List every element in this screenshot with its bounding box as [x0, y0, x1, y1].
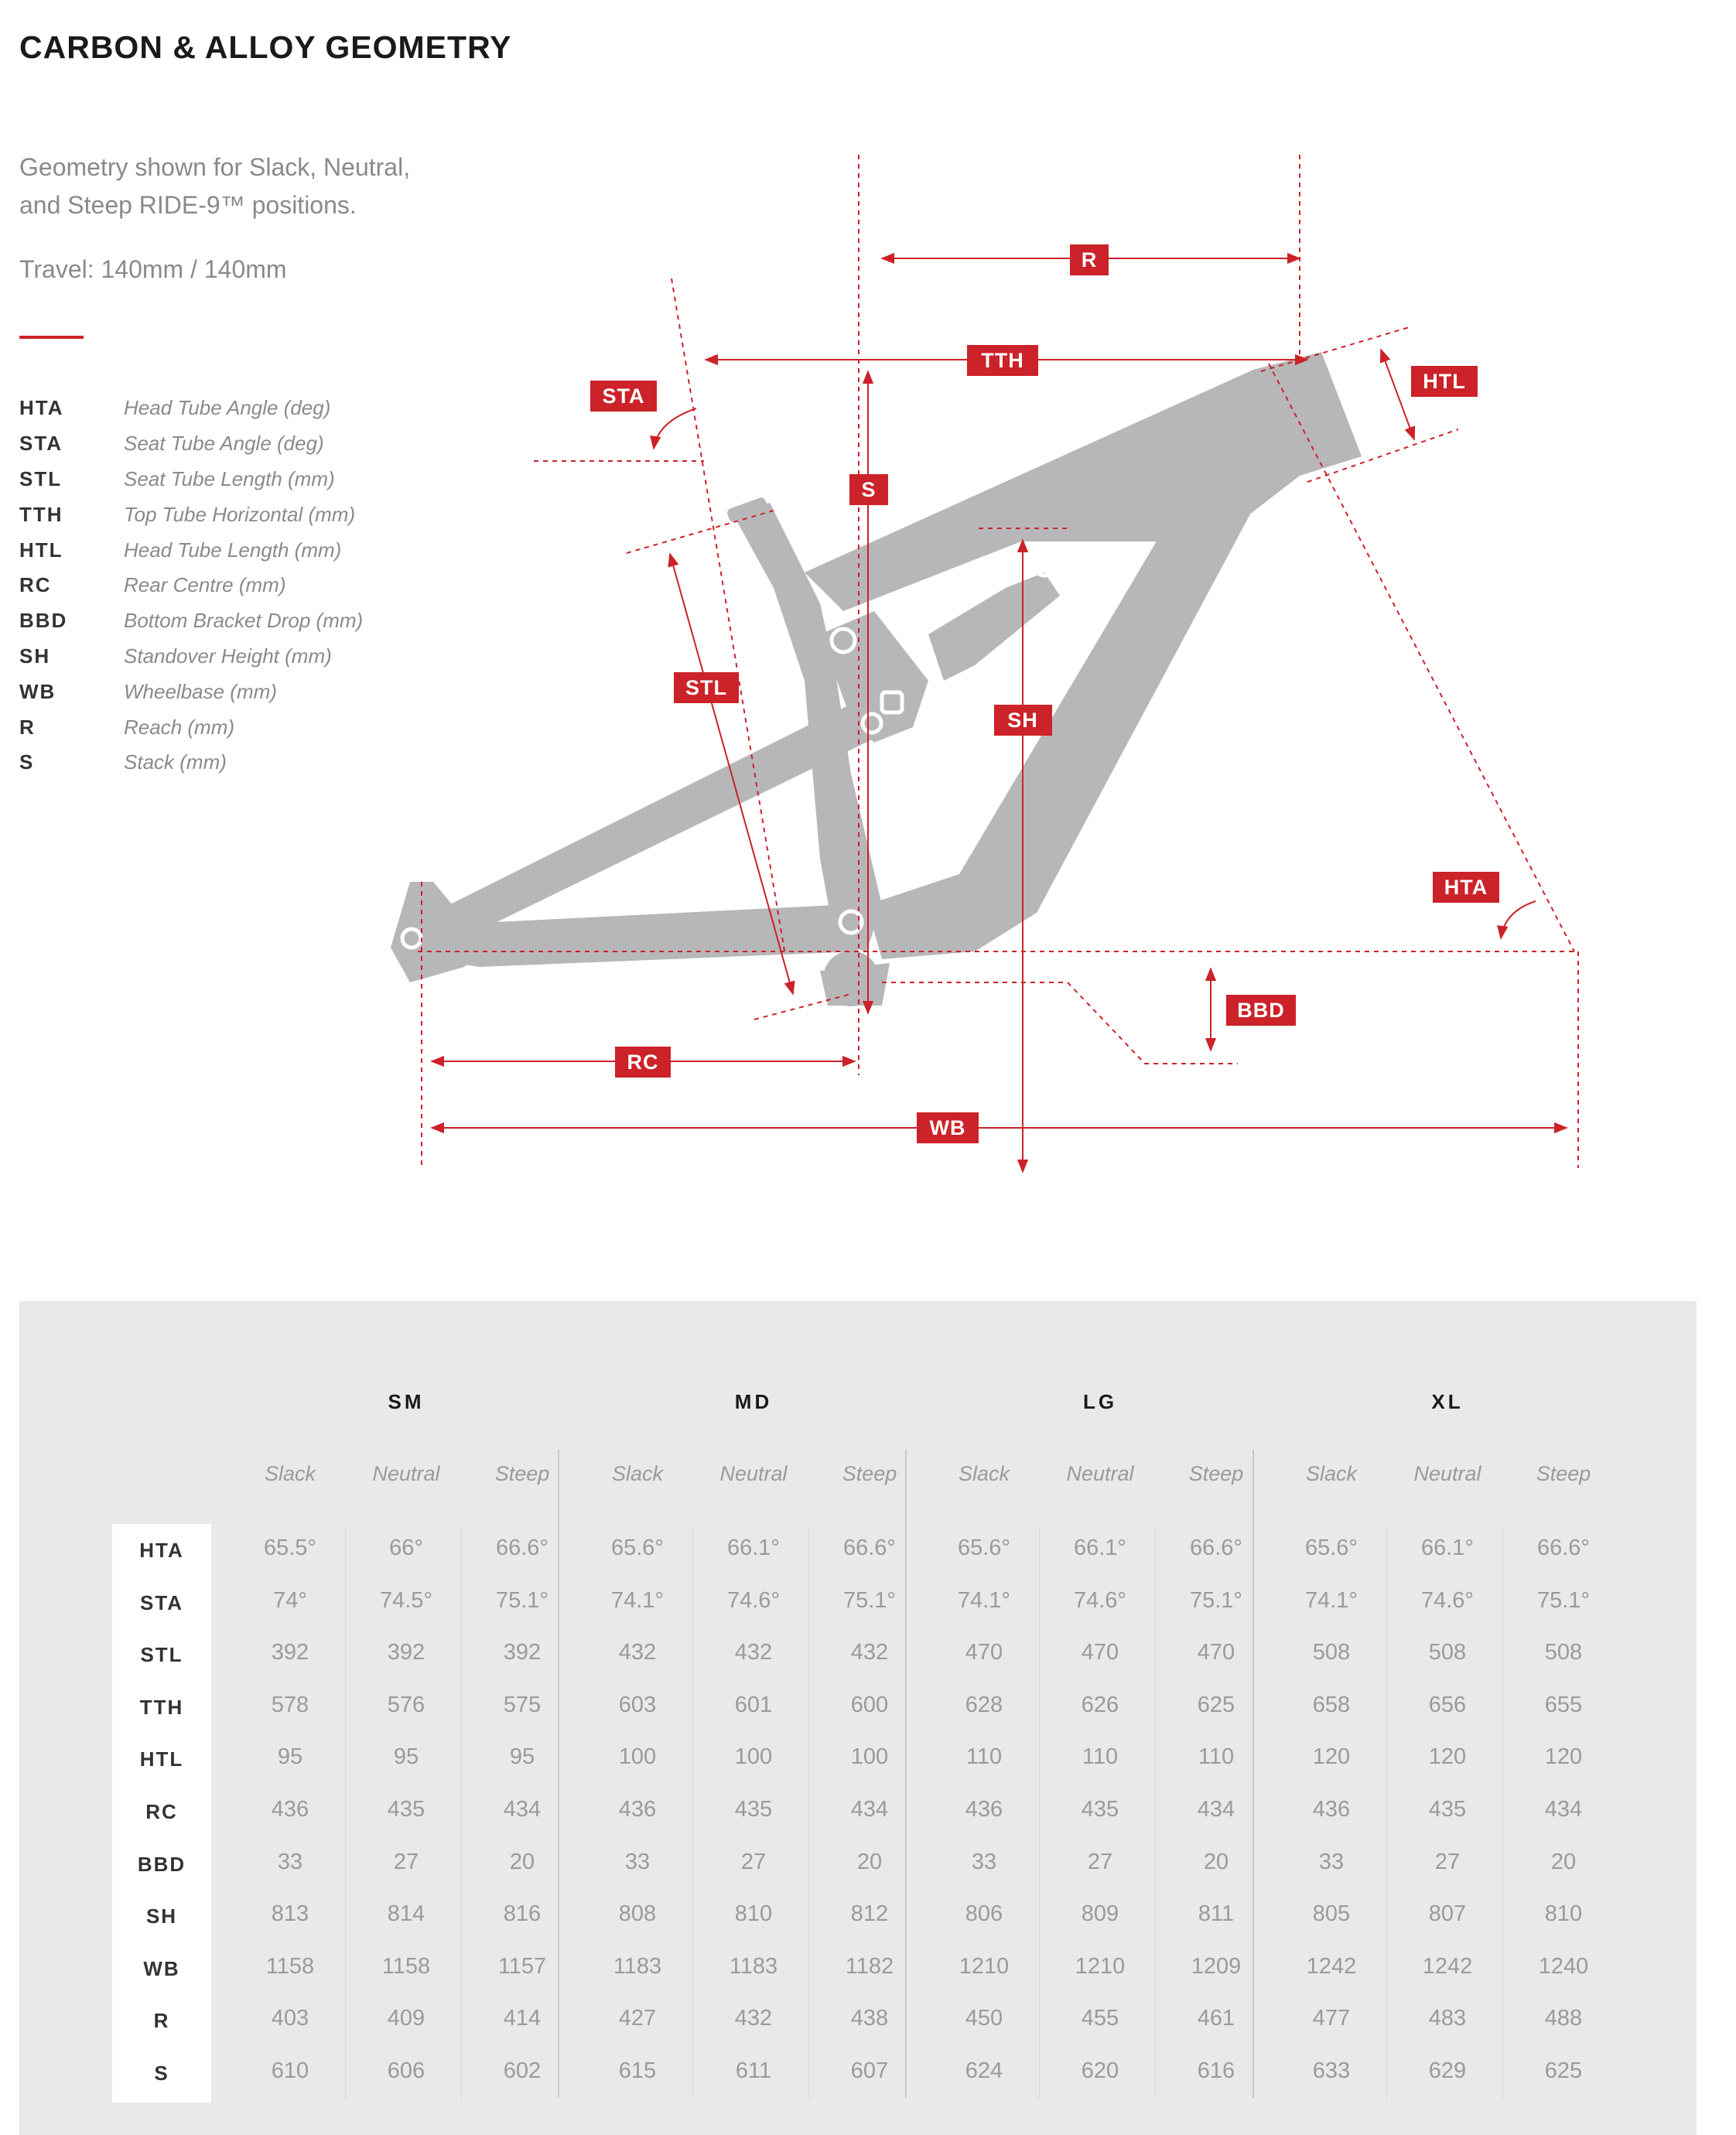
intro-line-2: and Steep RIDE-9™ positions. — [19, 191, 357, 219]
table-cell: 66.6° — [1189, 1535, 1243, 1560]
table-cell: 578 — [271, 1692, 309, 1717]
table-cell: 816 — [503, 1901, 542, 1927]
table-cell: 810 — [1544, 1901, 1583, 1927]
svg-text:BBD: BBD — [1237, 999, 1285, 1022]
table-cell: 74.1° — [957, 1587, 1011, 1613]
tag-sh — [994, 705, 1052, 736]
table-cell: 1183 — [729, 1953, 778, 1979]
table-cell: 75.1° — [1189, 1587, 1243, 1613]
table-cell: 33 — [971, 1849, 997, 1874]
legend-description: Top Tube Horizontal (mm) — [124, 502, 356, 526]
tag-bbd — [1226, 995, 1296, 1026]
table-cell: 436 — [271, 1797, 309, 1822]
table-cell: 616 — [1197, 2058, 1235, 2083]
table-cell: 656 — [1428, 1692, 1467, 1717]
legend-description: Reach (mm) — [124, 715, 235, 739]
table-cell: 633 — [1312, 2058, 1351, 2083]
legend-description: Seat Tube Length (mm) — [124, 466, 335, 490]
table-cell: 461 — [1197, 2006, 1235, 2031]
size-header-md: MD — [734, 1390, 773, 1413]
table-cell: 74.1° — [1304, 1587, 1358, 1613]
table-cell: 624 — [965, 2058, 1003, 2083]
table-cell: 470 — [965, 1640, 1003, 1665]
row-label-rc: RC — [145, 1800, 178, 1823]
position-header: Slack — [611, 1462, 664, 1485]
table-cell: 625 — [1197, 1692, 1235, 1717]
page-title: CARBON & ALLOY GEOMETRY — [19, 29, 512, 65]
position-header: Neutral — [1413, 1462, 1481, 1485]
table-cell: 576 — [387, 1692, 425, 1717]
row-label-hta: HTA — [139, 1539, 184, 1562]
tag-sta — [590, 381, 657, 412]
table-cell: 808 — [618, 1901, 657, 1927]
table-cell: 806 — [965, 1901, 1003, 1927]
table-cell: 575 — [503, 1692, 542, 1717]
table-cell: 607 — [850, 2058, 889, 2083]
position-header: Steep — [842, 1462, 897, 1485]
table-cell: 488 — [1544, 2006, 1583, 2031]
table-cell: 436 — [1312, 1797, 1351, 1822]
table-cell: 628 — [965, 1692, 1003, 1717]
table-cell: 602 — [503, 2058, 542, 2083]
table-cell: 100 — [850, 1744, 889, 1770]
table-cell: 615 — [618, 2058, 657, 2083]
position-header: Steep — [1188, 1462, 1244, 1485]
table-cell: 508 — [1428, 1640, 1467, 1665]
table-cell: 626 — [1081, 1692, 1119, 1717]
legend-abbr: S — [19, 750, 35, 774]
table-cell: 27 — [1434, 1849, 1461, 1874]
svg-text:STA: STA — [602, 384, 645, 408]
table-cell: 432 — [850, 1640, 889, 1665]
legend-abbr: R — [19, 715, 36, 739]
tag-hta — [1433, 872, 1499, 903]
reference-lines — [418, 155, 1578, 1168]
table-cell: 33 — [277, 1849, 303, 1874]
table-cell: 455 — [1081, 2006, 1119, 2031]
size-header-lg: LG — [1082, 1390, 1118, 1413]
table-cell: 65.6° — [610, 1535, 665, 1560]
table-cell: 74.5° — [379, 1587, 433, 1613]
table-cell: 110 — [1082, 1744, 1119, 1770]
table-cell: 809 — [1081, 1901, 1119, 1927]
table-cell: 603 — [618, 1692, 657, 1717]
legend-abbr: STA — [19, 432, 63, 456]
table-cell: 65.6° — [957, 1535, 1011, 1560]
svg-text:SH: SH — [1007, 709, 1038, 732]
position-header: Neutral — [1066, 1462, 1134, 1485]
table-cell: 414 — [503, 2006, 542, 2031]
table-cell: 435 — [734, 1797, 773, 1822]
table-cell: 435 — [387, 1797, 425, 1822]
table-cell: 601 — [734, 1692, 773, 1717]
svg-text:HTL: HTL — [1423, 370, 1466, 393]
table-cell: 611 — [735, 2058, 772, 2083]
table-cell: 392 — [271, 1640, 309, 1665]
table-cell: 625 — [1544, 2058, 1583, 2083]
table-cell: 432 — [734, 2006, 773, 2031]
table-cell: 470 — [1197, 1640, 1235, 1665]
table-cell: 610 — [271, 2058, 309, 2083]
row-label-sta: STA — [139, 1590, 184, 1614]
table-cell: 66.1° — [1073, 1535, 1127, 1560]
legend-abbr: STL — [19, 466, 63, 490]
table-cell: 436 — [618, 1797, 657, 1822]
legend-description: Bottom Bracket Drop (mm) — [124, 609, 364, 633]
table-cell: 436 — [965, 1797, 1003, 1822]
table-cell: 74.6° — [1073, 1587, 1127, 1613]
table-cell: 432 — [734, 1640, 773, 1665]
table-cell: 600 — [850, 1692, 889, 1717]
table-cell: 814 — [387, 1901, 425, 1927]
table-cell: 508 — [1312, 1640, 1351, 1665]
row-label-tth: TTH — [139, 1695, 184, 1719]
svg-text:S: S — [861, 478, 877, 501]
size-header-sm: SM — [388, 1390, 425, 1413]
table-cell: 392 — [387, 1640, 425, 1665]
table-cell: 432 — [618, 1640, 657, 1665]
table-cell: 1210 — [959, 1953, 1010, 1979]
tag-tth — [967, 345, 1038, 376]
table-cell: 1242 — [1306, 1953, 1357, 1979]
table-cell: 1182 — [845, 1953, 894, 1979]
table-cell: 655 — [1544, 1692, 1583, 1717]
intro-line-1: Geometry shown for Slack, Neutral, — [19, 153, 411, 181]
table-cell: 20 — [856, 1849, 883, 1874]
legend-abbr: WB — [19, 679, 56, 703]
table-cell: 74.6° — [1420, 1587, 1475, 1613]
tag-stl — [674, 672, 739, 703]
table-cell: 110 — [965, 1744, 1003, 1770]
table-cell: 435 — [1081, 1797, 1119, 1822]
table-cell: 811 — [1198, 1901, 1235, 1927]
position-header: Steep — [494, 1462, 550, 1485]
table-cell: 66.6° — [495, 1535, 549, 1560]
table-cell: 66.1° — [726, 1535, 781, 1560]
table-cell: 450 — [965, 2006, 1003, 2031]
table-cell: 75.1° — [495, 1587, 549, 1613]
table-cell: 20 — [1550, 1849, 1577, 1874]
table-cell: 75.1° — [1536, 1587, 1591, 1613]
table-cell: 33 — [624, 1849, 651, 1874]
table-cell: 74° — [273, 1587, 307, 1613]
position-header: Steep — [1536, 1462, 1591, 1485]
table-cell: 75.1° — [842, 1587, 897, 1613]
legend-description: Stack (mm) — [124, 750, 227, 774]
table-cell: 1240 — [1538, 1953, 1589, 1979]
table-cell: 434 — [850, 1797, 889, 1822]
row-label-sh: SH — [145, 1904, 178, 1928]
table-cell: 33 — [1318, 1849, 1345, 1874]
table-cell: 470 — [1081, 1640, 1119, 1665]
table-cell: 1209 — [1191, 1953, 1242, 1979]
legend-abbr: RC — [19, 573, 52, 597]
table-cell: 20 — [509, 1849, 535, 1874]
svg-text:R: R — [1081, 248, 1098, 272]
row-label-wb: WB — [143, 1956, 180, 1980]
table-cell: 807 — [1428, 1901, 1467, 1927]
position-header: Neutral — [719, 1462, 788, 1485]
svg-text:TTH: TTH — [981, 349, 1024, 372]
legend-description: Seat Tube Angle (deg) — [124, 432, 324, 456]
legend-abbr: TTH — [19, 502, 63, 526]
svg-text:STL: STL — [685, 676, 727, 699]
table-cell: 27 — [393, 1849, 419, 1874]
table-cell: 434 — [503, 1797, 542, 1822]
tag-r — [1070, 244, 1109, 275]
table-cell: 74.6° — [726, 1587, 781, 1613]
table-cell: 1158 — [381, 1953, 431, 1979]
table-cell: 1157 — [497, 1953, 547, 1979]
table-cell: 66.6° — [842, 1535, 897, 1560]
table-cell: 1158 — [265, 1953, 315, 1979]
table-cell: 120 — [1428, 1744, 1467, 1770]
table-cell: 620 — [1081, 2058, 1119, 2083]
svg-text:RC: RC — [627, 1050, 659, 1074]
table-cell: 810 — [734, 1901, 773, 1927]
row-label-htl: HTL — [139, 1747, 184, 1771]
tag-htl — [1411, 366, 1478, 397]
table-cell: 508 — [1544, 1640, 1583, 1665]
legend-description: Rear Centre (mm) — [124, 573, 286, 597]
row-label-bbd: BBD — [137, 1852, 186, 1876]
table-cell: 403 — [271, 2006, 309, 2031]
table-cell: 120 — [1312, 1744, 1351, 1770]
table-cell: 100 — [734, 1744, 773, 1770]
table-cell: 1242 — [1422, 1953, 1473, 1979]
table-cell: 658 — [1312, 1692, 1351, 1717]
table-cell: 477 — [1312, 2006, 1351, 2031]
table-cell: 629 — [1428, 2058, 1467, 2083]
table-cell: 65.6° — [1304, 1535, 1358, 1560]
table-cell: 813 — [271, 1901, 309, 1927]
table-cell: 65.5° — [263, 1535, 317, 1560]
table-cell: 100 — [618, 1744, 657, 1770]
table-cell: 805 — [1312, 1901, 1351, 1927]
legend-description: Wheelbase (mm) — [124, 679, 277, 703]
row-label-r: R — [153, 2009, 170, 2033]
svg-text:WB: WB — [929, 1116, 966, 1139]
legend-abbr: SH — [19, 644, 51, 668]
table-cell: 435 — [1428, 1797, 1467, 1822]
table-cell: 1183 — [613, 1953, 662, 1979]
table-cell: 434 — [1197, 1797, 1235, 1822]
travel-text: Travel: 140mm / 140mm — [19, 255, 287, 283]
size-header-xl: XL — [1431, 1390, 1464, 1413]
table-cell: 20 — [1203, 1849, 1229, 1874]
table-cell: 66.1° — [1420, 1535, 1475, 1560]
table-cell: 95 — [509, 1744, 535, 1770]
bike-frame — [391, 352, 1362, 1006]
table-cell: 427 — [618, 2006, 657, 2031]
table-cell: 812 — [850, 1901, 889, 1927]
table-cell: 74.1° — [610, 1587, 665, 1613]
table-cell: 1210 — [1075, 1953, 1126, 1979]
legend-description: Head Tube Angle (deg) — [124, 396, 331, 420]
position-header: Slack — [958, 1462, 1010, 1485]
table-cell: 409 — [387, 2006, 425, 2031]
table-cell: 392 — [503, 1640, 542, 1665]
table-cell: 438 — [850, 2006, 889, 2031]
position-header: Slack — [264, 1462, 316, 1485]
table-cell: 66° — [389, 1535, 423, 1560]
table-cell: 27 — [1087, 1849, 1113, 1874]
legend-abbr: HTA — [19, 396, 64, 420]
table-cell: 483 — [1428, 2006, 1467, 2031]
tag-wb — [917, 1112, 979, 1143]
svg-text:HTA: HTA — [1444, 876, 1488, 899]
position-header: Neutral — [372, 1462, 440, 1485]
position-header: Slack — [1305, 1462, 1358, 1485]
table-cell: 110 — [1198, 1744, 1235, 1770]
table-cell: 95 — [393, 1744, 419, 1770]
tag-s — [849, 474, 888, 505]
legend-abbr: HTL — [19, 538, 63, 562]
table-cell: 27 — [740, 1849, 767, 1874]
legend-description: Head Tube Length (mm) — [124, 538, 342, 562]
row-label-stl: STL — [140, 1643, 183, 1667]
table-cell: 434 — [1544, 1797, 1583, 1822]
legend-description: Standover Height (mm) — [124, 644, 332, 668]
legend-abbr: BBD — [19, 609, 68, 633]
table-cell: 66.6° — [1536, 1535, 1591, 1560]
table-cell: 120 — [1544, 1744, 1583, 1770]
row-label-s: S — [154, 2062, 169, 2085]
table-cell: 95 — [277, 1744, 303, 1770]
table-cell: 606 — [387, 2058, 425, 2083]
tag-rc — [615, 1047, 671, 1078]
